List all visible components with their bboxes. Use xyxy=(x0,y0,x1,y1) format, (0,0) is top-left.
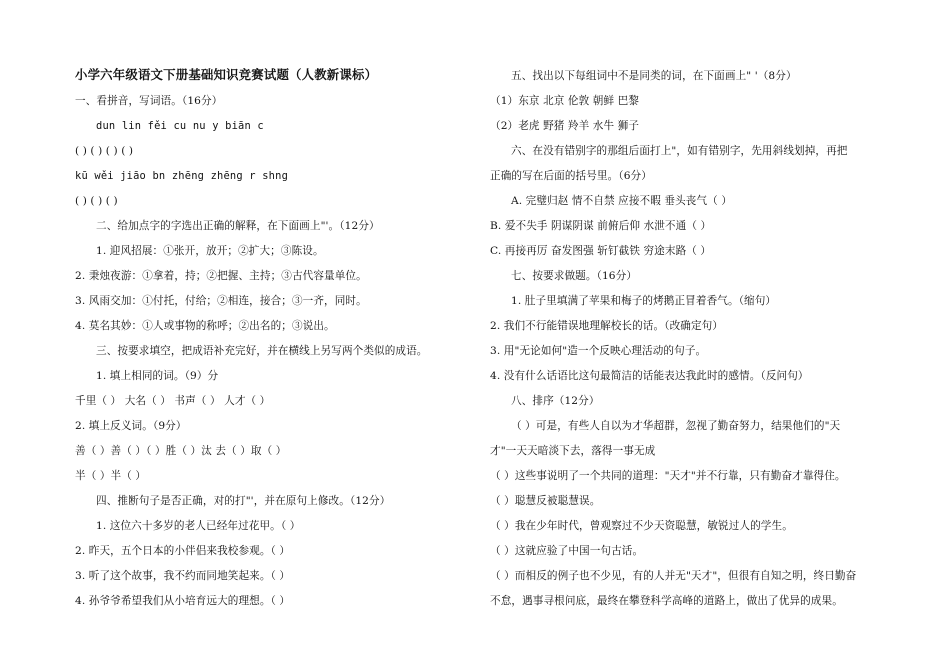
sort-item-1: （ ）可是，有些人自以为才华超群，忽视了勤奋努力，结果他们的"天 xyxy=(511,420,841,432)
question-4-1: 1. 这位六十多岁的老人已经年过花甲。（ ） xyxy=(96,520,301,532)
word-group-1: （1）东京 北京 伦敦 朝鲜 巴黎 xyxy=(490,95,640,107)
option-b: B. 爱不失手 阴谋阴谋 前俯后仰 水泄不通（ ） xyxy=(490,220,712,232)
question-7-2: 2. 我们不行能错误地理解校长的话。（改确定句） xyxy=(490,320,724,332)
question-4-3: 3. 听了这个故事，我不约而同地笑起来。（ ） xyxy=(75,570,291,582)
left-column xyxy=(75,0,475,672)
section-7-heading: 七、按要求做题。（16分） xyxy=(511,270,638,282)
section-1-heading: 一、看拼音，写词语。（16分） xyxy=(75,95,223,107)
question-4-2: 2. 昨天，五个日本的小伴侣来我校参观。（ ） xyxy=(75,545,291,557)
question-2-2: 2. 秉烛夜游：①拿着，持；②把握、主持；③古代容量单位。 xyxy=(75,270,367,282)
sort-item-1-cont: 才"一天天暗淡下去，落得一事无成 xyxy=(490,445,656,457)
idiom-blanks-row-1: 千里（ ） 大名（ ） 书声（ ） 人才（ ） xyxy=(75,395,271,407)
sort-item-3: （ ）聪慧反被聪慧误。 xyxy=(490,495,601,507)
option-a: A. 完璧归赵 情不自禁 应接不暇 垂头丧气（ ） xyxy=(511,195,733,207)
section-6-heading: 六、在没有错别字的那组后面打上"，如有错别字，先用斜线划掉，再把 xyxy=(511,145,848,157)
question-2-3: 3. 风雨交加：①付托，付给；②相连，接合；③一齐，同时。 xyxy=(75,295,367,307)
exam-title: 小学六年级语文下册基础知识竞赛试题（人教新课标） xyxy=(75,67,378,82)
section-2-heading: 二、给加点字的字选出正确的解释，在下面画上"'。（12分） xyxy=(96,220,380,232)
question-7-1: 1. 肚子里填满了苹果和梅子的烤鹅正冒着香气。（缩句） xyxy=(511,295,777,307)
right-column xyxy=(490,0,890,672)
question-3-1: 1. 填上相同的词。（9）分 xyxy=(96,370,219,382)
section-5-heading: 五、找出以下每组词中不是同类的词，在下面画上" '（8分） xyxy=(511,70,797,82)
sort-item-6-cont: 不怠，遇事寻根问底，最终在攀登科学高峰的道路上，做出了优异的成果。 xyxy=(490,595,843,607)
answer-blanks-row-1: ( ) ( ) ( ) ( ) xyxy=(75,145,134,157)
sort-item-5: （ ）这就应验了中国一句古话。 xyxy=(490,545,644,557)
answer-blanks-row-2: ( ) ( ) ( ) xyxy=(75,195,118,207)
question-7-3: 3. 用"无论如何"造一个反映心理活动的句子。 xyxy=(490,345,707,357)
sort-item-2: （ ）这些事说明了一个共同的道理："天才"并不行靠，只有勤奋才靠得住。 xyxy=(490,470,846,482)
option-c: C. 再接再厉 奋发图强 斩钉截铁 穷途末路（ ） xyxy=(490,245,712,257)
section-4-heading: 四、推断句子是否正确，对的打"'，并在原句上修改。（12分） xyxy=(96,495,391,507)
sort-item-4: （ ）我在少年时代，曾观察过不少天资聪慧，敏锐过人的学生。 xyxy=(490,520,793,532)
question-3-2: 2. 填上反义词。（9分） xyxy=(75,420,187,432)
pinyin-row-2: kū wěi jiāo bn zhēng zhēng r shng xyxy=(75,170,289,182)
section-8-heading: 八、排序（12分） xyxy=(511,395,600,407)
question-2-1: 1. 迎风招展：①张开，放开；②扩大；③陈设。 xyxy=(96,245,324,257)
sort-item-6: （ ）而相反的例子也不少见，有的人并无"天才"，但很有自知之明，终日勤奋 xyxy=(490,570,857,582)
pinyin-row-1: dun lin fěi cu nu y biān c xyxy=(96,120,264,132)
idiom-blanks-row-2: 善（ ）善（ ）（ ）胜（ ）汰 去（ ）取（ ） xyxy=(75,445,287,457)
question-4-4: 4. 孙爷爷希望我们从小培育远大的理想。（ ） xyxy=(75,595,291,607)
question-2-4: 4. 莫名其妙：①人或事物的称呼；②出名的；③说出。 xyxy=(75,320,335,332)
section-6-heading-cont: 正确的写在后面的括号里。（6分） xyxy=(490,170,652,182)
section-3-heading: 三、按要求填空，把成语补充完好，并在横线上另写两个类似的成语。 xyxy=(96,345,428,357)
word-group-2: （2）老虎 野猪 羚羊 水牛 狮子 xyxy=(490,120,640,132)
idiom-blanks-row-3: 半（ ）半（ ） xyxy=(75,470,147,482)
question-7-4: 4. 没有什么话语比这句最简洁的话能表达我此时的感情。（反问句） xyxy=(490,370,809,382)
